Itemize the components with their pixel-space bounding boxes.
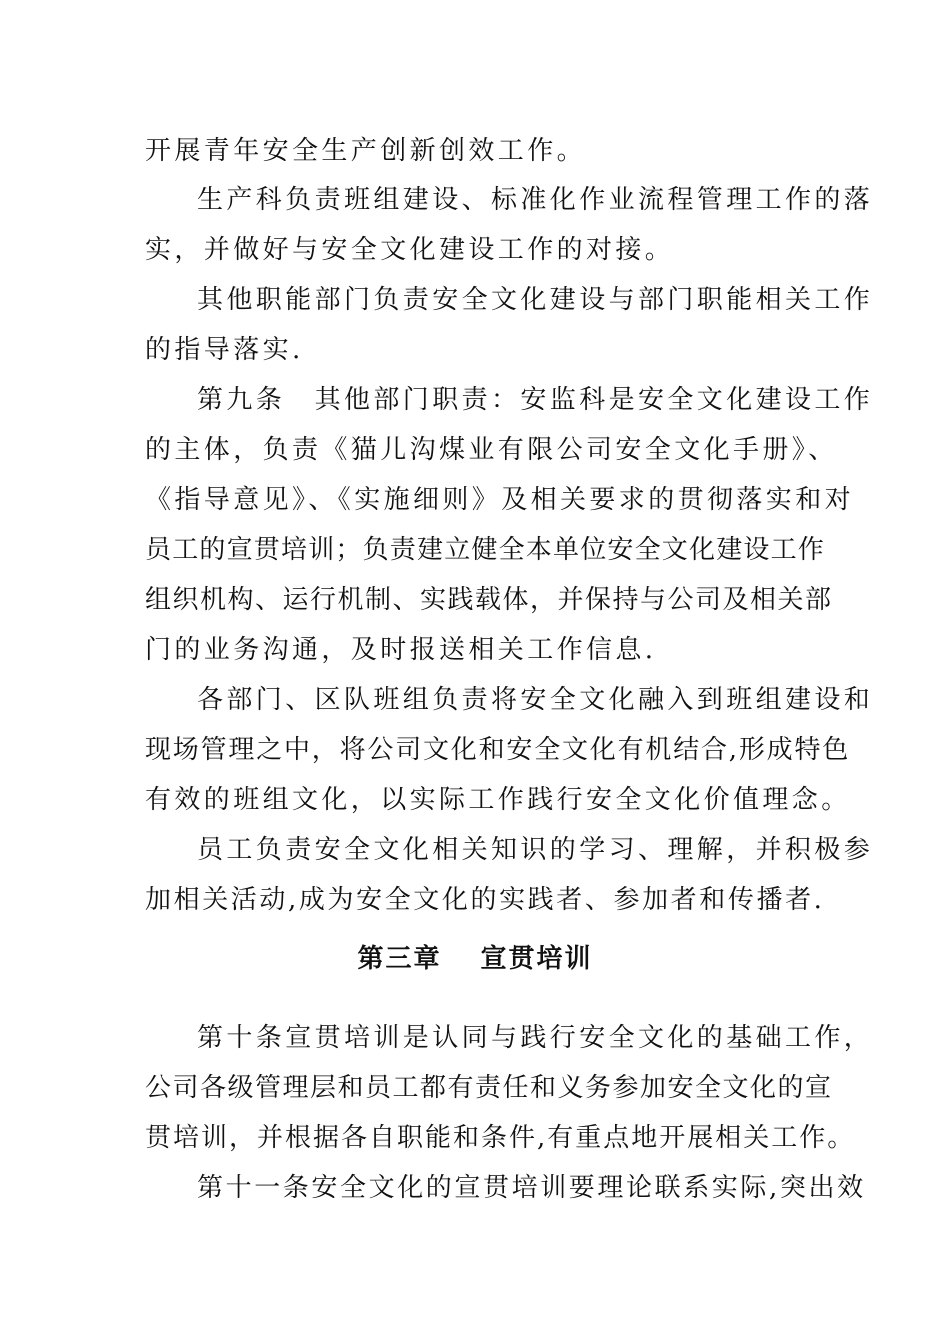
chapter-heading: 第三章 宣贯培训 <box>357 944 593 974</box>
text-line: 第九条 其他部门职责：安监科是安全文化建设工作 <box>197 385 874 415</box>
text-line: 组织机构、运行机制、实践载体，并保持与公司及相关部 <box>145 585 833 615</box>
text-line: 的主体，负责《猫儿沟煤业有限公司安全文化手册》、 <box>145 435 838 465</box>
text-line: 其他职能部门负责安全文化建设与部门职能相关工作 <box>197 285 874 315</box>
text-line: 第十条宣贯培训是认同与践行安全文化的基础工作， <box>197 1023 874 1053</box>
text-line: 生产科负责班组建设、标准化作业流程管理工作的落 <box>197 185 874 215</box>
text-line: 《指导意见》、《实施细则》及相关要求的贯彻落实和对 <box>145 485 855 515</box>
text-line: 开展青年安全生产创新创效工作。 <box>145 136 587 166</box>
text-line: 第十一条安全文化的宣贯培训要理论联系实际,突出效 <box>197 1173 866 1203</box>
text-line: 加相关活动,成为安全文化的实践者、参加者和传播者. <box>145 885 825 915</box>
text-line: 现场管理之中，将公司文化和安全文化有机结合,形成特色 <box>145 735 851 765</box>
text-line: 有效的班组文化，以实际工作践行安全文化价值理念。 <box>145 785 851 815</box>
text-line: 公司各级管理层和员工都有责任和义务参加安全文化的宣 <box>145 1073 833 1103</box>
text-line: 的指导落实. <box>145 335 304 365</box>
text-line: 员工的宣贯培训；负责建立健全本单位安全文化建设工作 <box>145 535 826 565</box>
text-line: 实，并做好与安全文化建设工作的对接。 <box>145 235 675 265</box>
text-line: 员工负责安全文化相关知识的学习、理解，并积极参 <box>197 835 874 865</box>
text-line: 门的业务沟通，及时报送相关工作信息. <box>145 635 657 665</box>
text-line: 贯培训，并根据各自职能和条件,有重点地开展相关工作。 <box>145 1123 856 1153</box>
text-line: 各部门、区队班组负责将安全文化融入到班组建设和 <box>197 685 874 715</box>
